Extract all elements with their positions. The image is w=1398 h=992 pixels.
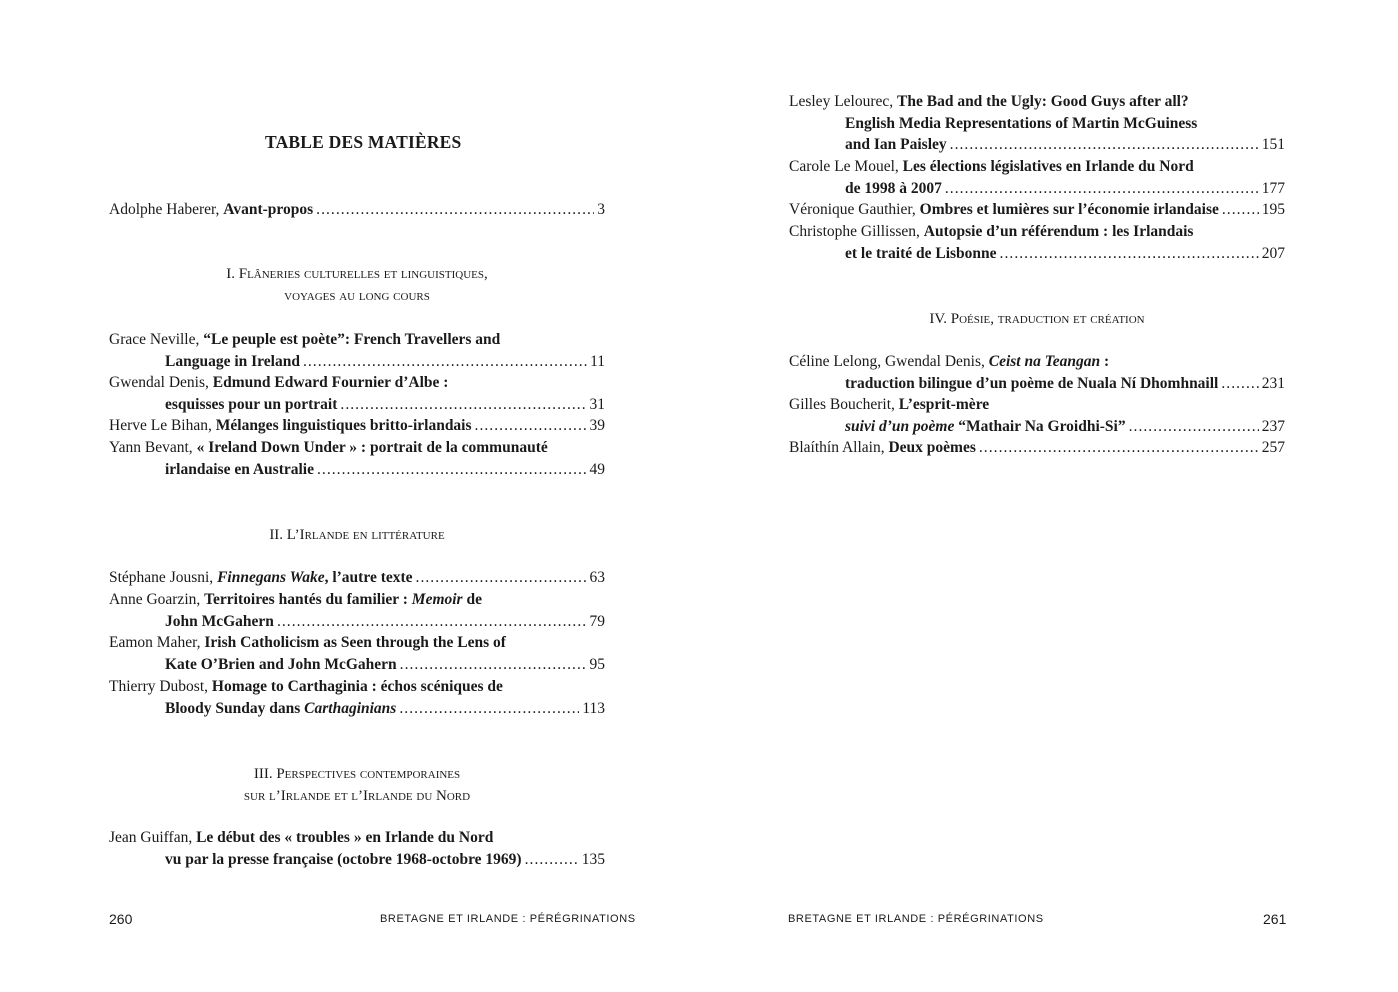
toc-entry-goarzin: Anne Goarzin, Territoires hantés du familier : Memoir de John McGahern ..... 79 xyxy=(109,589,605,632)
dot-leader xyxy=(979,437,1259,459)
toc-entry-bevant: Yann Bevant, « Ireland Down Under » : portrait de la communauté irlandaise en Australie ..... 49 xyxy=(109,437,605,480)
toc-entry-boucherit: Gilles Boucherit, L’esprit-mère suivi d’un poème “Mathair Na Groidhi-Si” ..... 237 xyxy=(789,394,1285,437)
dot-leader xyxy=(340,394,586,416)
toc-entry-denis: Gwendal Denis, Edmund Edward Fournier d’Albe : esquisses pour un portrait ..... 31 xyxy=(109,372,605,415)
section-heading-4: IV. Poésie, traduction et création xyxy=(929,311,1145,327)
toc-entry-le-mouel: Carole Le Mouel, Les élections législatives en Irlande du Nord de 1998 à 2007 ..... 177 xyxy=(789,156,1285,199)
running-title: BRETAGNE ET IRLANDE : PÉRÉGRINATIONS xyxy=(380,913,636,925)
section-heading-1: I. Flâneries culturelles et linguistiques, voyages au long cours xyxy=(226,266,488,304)
toc-entry-le-bihan: Herve Le Bihan, Mélanges linguistiques britto-irlandais ..... 39 xyxy=(109,415,605,437)
dot-leader xyxy=(400,654,587,676)
toc-title: TABLE DES MATIÈRES xyxy=(265,132,462,152)
dot-leader xyxy=(950,134,1259,156)
entry-page-number: 3 xyxy=(597,201,605,218)
dot-leader xyxy=(1221,373,1258,395)
dot-leader xyxy=(1129,416,1259,438)
entry-title: Avant-propos xyxy=(223,201,314,218)
dot-leader xyxy=(475,415,587,437)
toc-entry-gauthier: Véronique Gauthier, Ombres et lumières sur l’économie irlandaise ..... 195 xyxy=(789,199,1285,221)
dot-leader xyxy=(416,567,587,589)
toc-entry-jousni: Stéphane Jousni, Finnegans Wake, l’autre texte ..... 63 xyxy=(109,567,605,589)
dot-leader xyxy=(316,199,594,221)
toc-entry-neville: Grace Neville, “Le peuple est poète”: French Travellers and Language in Ireland ..... 11 xyxy=(109,329,605,372)
section-heading-3: III. Perspectives contemporaines sur l’Irlande et l’Irlande du Nord xyxy=(243,766,471,804)
dot-leader xyxy=(317,459,587,481)
toc-entry-avant-propos xyxy=(109,199,605,221)
toc-entry-dubost: Thierry Dubost, Homage to Carthaginia : échos scéniques de Bloody Sunday dans Carthaginians ..... 113 xyxy=(109,676,605,719)
entry-author: Adolphe Haberer, xyxy=(109,201,224,218)
toc-entry-lelong-denis: Céline Lelong, Gwendal Denis, Ceist na Teangan : traduction bilingue d’un poème de Nuala Ní Dhomhnaill ..... 231 xyxy=(789,351,1285,394)
page-number: 261 xyxy=(1263,911,1287,927)
dot-leader xyxy=(303,351,587,373)
section-heading-2: II. L’Irlande en littérature xyxy=(269,527,445,543)
toc-entry-maher: Eamon Maher, Irish Catholicism as Seen through the Lens of Kate O’Brien and John McGahern ..... 95 xyxy=(109,632,605,675)
dot-leader xyxy=(277,611,587,633)
dot-leader xyxy=(525,849,579,871)
dot-leader xyxy=(1222,199,1259,221)
running-title: BRETAGNE ET IRLANDE : PÉRÉGRINATIONS xyxy=(788,913,1044,925)
dot-leader xyxy=(1000,243,1259,265)
dot-leader xyxy=(399,698,579,720)
toc-entry-guiffan: Jean Guiffan, Le début des « troubles » en Irlande du Nord vu par la presse française (octobre 1968-octobre 1969) ..... 135 xyxy=(109,827,605,870)
toc-entry-gillissen: Christophe Gillissen, Autopsie d’un référendum : les Irlandais et le traité de Lisbonne ..... 207 xyxy=(789,221,1285,264)
right-page xyxy=(699,0,1398,992)
toc-entry-lelourec: Lesley Lelourec, The Bad and the Ugly: Good Guys after all? English Media Representations of Martin McGuiness and Ian Paisley ..... 151 xyxy=(789,91,1285,156)
page-number: 260 xyxy=(109,911,133,927)
dot-leader xyxy=(945,178,1259,200)
toc-entry-allain: Blaíthín Allain, Deux poèmes ..... 257 xyxy=(789,437,1285,459)
